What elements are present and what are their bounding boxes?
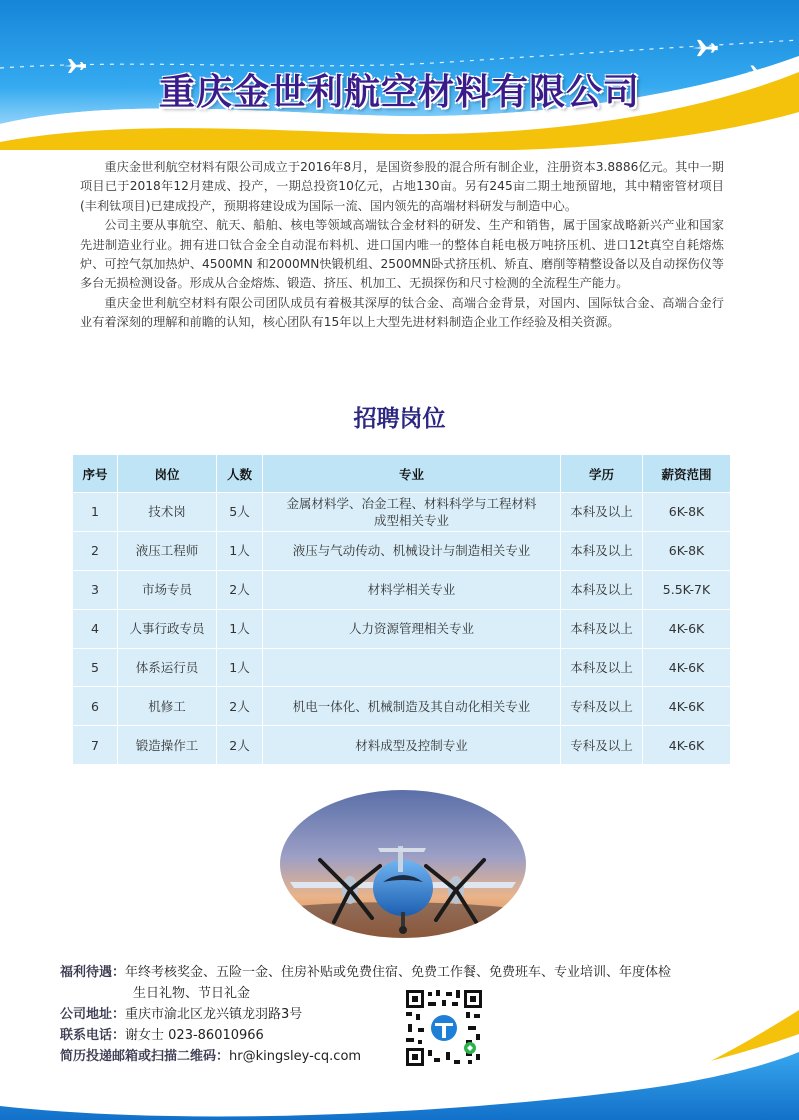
cell-education: 本科及以上 [561, 570, 643, 609]
cell-salary: 6K-8K [643, 493, 731, 532]
cell-major: 液压与气动传动、机械设计与制造相关专业 [263, 531, 561, 570]
cell-major: 材料学相关专业 [263, 570, 561, 609]
cell-education: 本科及以上 [561, 493, 643, 532]
cell-education: 本科及以上 [561, 531, 643, 570]
cell-count: 2人 [217, 687, 263, 726]
cell-education: 专科及以上 [561, 726, 643, 765]
company-title: 重庆金世利航空材料有限公司 [158, 71, 640, 112]
address-value: 重庆市渝北区龙兴镇龙羽路3号 [125, 1007, 303, 1022]
cell-position: 锻造操作工 [118, 726, 217, 765]
cell-no: 4 [73, 609, 118, 648]
cell-no: 2 [73, 531, 118, 570]
address-label: 公司地址： [60, 1007, 126, 1022]
header-major: 专业 [263, 455, 561, 493]
cell-count: 1人 [217, 531, 263, 570]
aircraft-photo [280, 790, 526, 938]
cell-position: 液压工程师 [118, 531, 217, 570]
benefits-row [60, 962, 760, 983]
table-row [73, 570, 731, 609]
qr-code[interactable] [404, 988, 484, 1068]
cell-position: 机修工 [118, 687, 217, 726]
company-intro [80, 158, 724, 333]
cell-education: 本科及以上 [561, 648, 643, 687]
cell-salary: 6K-8K [643, 531, 731, 570]
cell-count: 2人 [217, 570, 263, 609]
table-header-row [73, 455, 731, 493]
email-label: 简历投递邮箱或扫描二维码： [60, 1049, 230, 1064]
cell-no: 5 [73, 648, 118, 687]
cell-no: 3 [73, 570, 118, 609]
table-row [73, 687, 731, 726]
cell-no: 1 [73, 493, 118, 532]
airplane-icon [690, 38, 720, 62]
table-row [73, 531, 731, 570]
cell-count: 5人 [217, 493, 263, 532]
cell-major: 机电一体化、机械制造及其自动化相关专业 [263, 687, 561, 726]
table-row [73, 648, 731, 687]
cell-major: 材料成型及控制专业 [263, 726, 561, 765]
cell-major: 人力资源管理相关专业 [263, 609, 561, 648]
email-value[interactable]: hr@kingsley-cq.com [229, 1049, 362, 1064]
benefits-label: 福利待遇： [60, 965, 126, 980]
cell-count: 1人 [217, 648, 263, 687]
header-count: 人数 [217, 455, 263, 493]
phone-label: 联系电话： [60, 1028, 126, 1043]
cell-salary: 4K-6K [643, 687, 731, 726]
table-row [73, 493, 731, 532]
cell-count: 1人 [217, 609, 263, 648]
cell-salary: 5.5K-7K [643, 570, 731, 609]
phone-value: 谢女士 023-86010966 [125, 1028, 264, 1043]
cell-position: 市场专员 [118, 570, 217, 609]
job-table [72, 454, 731, 765]
table-row [73, 609, 731, 648]
table-row [73, 726, 731, 765]
intro-paragraph: 公司主要从事航空、航天、船舶、核电等领域高端钛合金材料的研发、生产和销售，属于国家战略新兴产业和国家先进制造业行业。拥有进口钛合金全自动混布料机、进口国内唯一的整体自耗电极万吨挤压机、进口12t真空自耗熔炼炉、可控气氛加热炉、4500MN 和2000MN快锻机组、2500MN卧式挤压机、矫直、磨削等精整设备以及自动探伤仪等多台无损检测设备。形成从合金熔炼、锻造、挤压、机加工、无损探伤和尺寸检测的全流程生产能力。 [80, 218, 724, 291]
benefits-text: 年终考核奖金、五险一金、住房补贴或免费住宿、免费工作餐、免费班车、专业培训、年度体检 [125, 965, 672, 980]
cell-education: 本科及以上 [561, 609, 643, 648]
header-no: 序号 [73, 455, 118, 493]
cell-no: 6 [73, 687, 118, 726]
cell-position: 体系运行员 [118, 648, 217, 687]
cell-education: 专科及以上 [561, 687, 643, 726]
intro-paragraph: 重庆金世利航空材料有限公司团队成员有着极其深厚的钛合金、高端合金背景，对国内、国际钛合金、高端合金行业有着深刻的理解和前瞻的认知，核心团队有15年以上大型先进材料制造企业工作经验及相关资源。 [80, 295, 724, 330]
cell-position: 技术岗 [118, 493, 217, 532]
cell-count: 2人 [217, 726, 263, 765]
benefits-text-continued: 生日礼物、节日礼金 [133, 986, 251, 1001]
header-education: 学历 [561, 455, 643, 493]
header-position: 岗位 [118, 455, 217, 493]
recruitment-heading: 招聘岗位 [353, 406, 446, 432]
cell-salary: 4K-6K [643, 648, 731, 687]
cell-major [263, 648, 561, 687]
cell-position: 人事行政专员 [118, 609, 217, 648]
cell-major: 金属材料学、冶金工程、材料科学与工程材料成型相关专业 [263, 493, 561, 532]
cell-salary: 4K-6K [643, 726, 731, 765]
cell-salary: 4K-6K [643, 609, 731, 648]
cell-no: 7 [73, 726, 118, 765]
intro-paragraph: 重庆金世利航空材料有限公司成立于2016年8月，是国资参股的混合所有制企业，注册资本3.8886亿元。其中一期项目已于2018年12月建成、投产，一期总投资10亿元，占地130亩。另有245亩二期土地预留地，其中精密管材项目(丰利钛项目)已建成投产，预期将建设成为国际一流、国内领先的高端材料研发与制造中心。 [80, 160, 724, 213]
header-salary: 薪资范围 [643, 455, 731, 493]
